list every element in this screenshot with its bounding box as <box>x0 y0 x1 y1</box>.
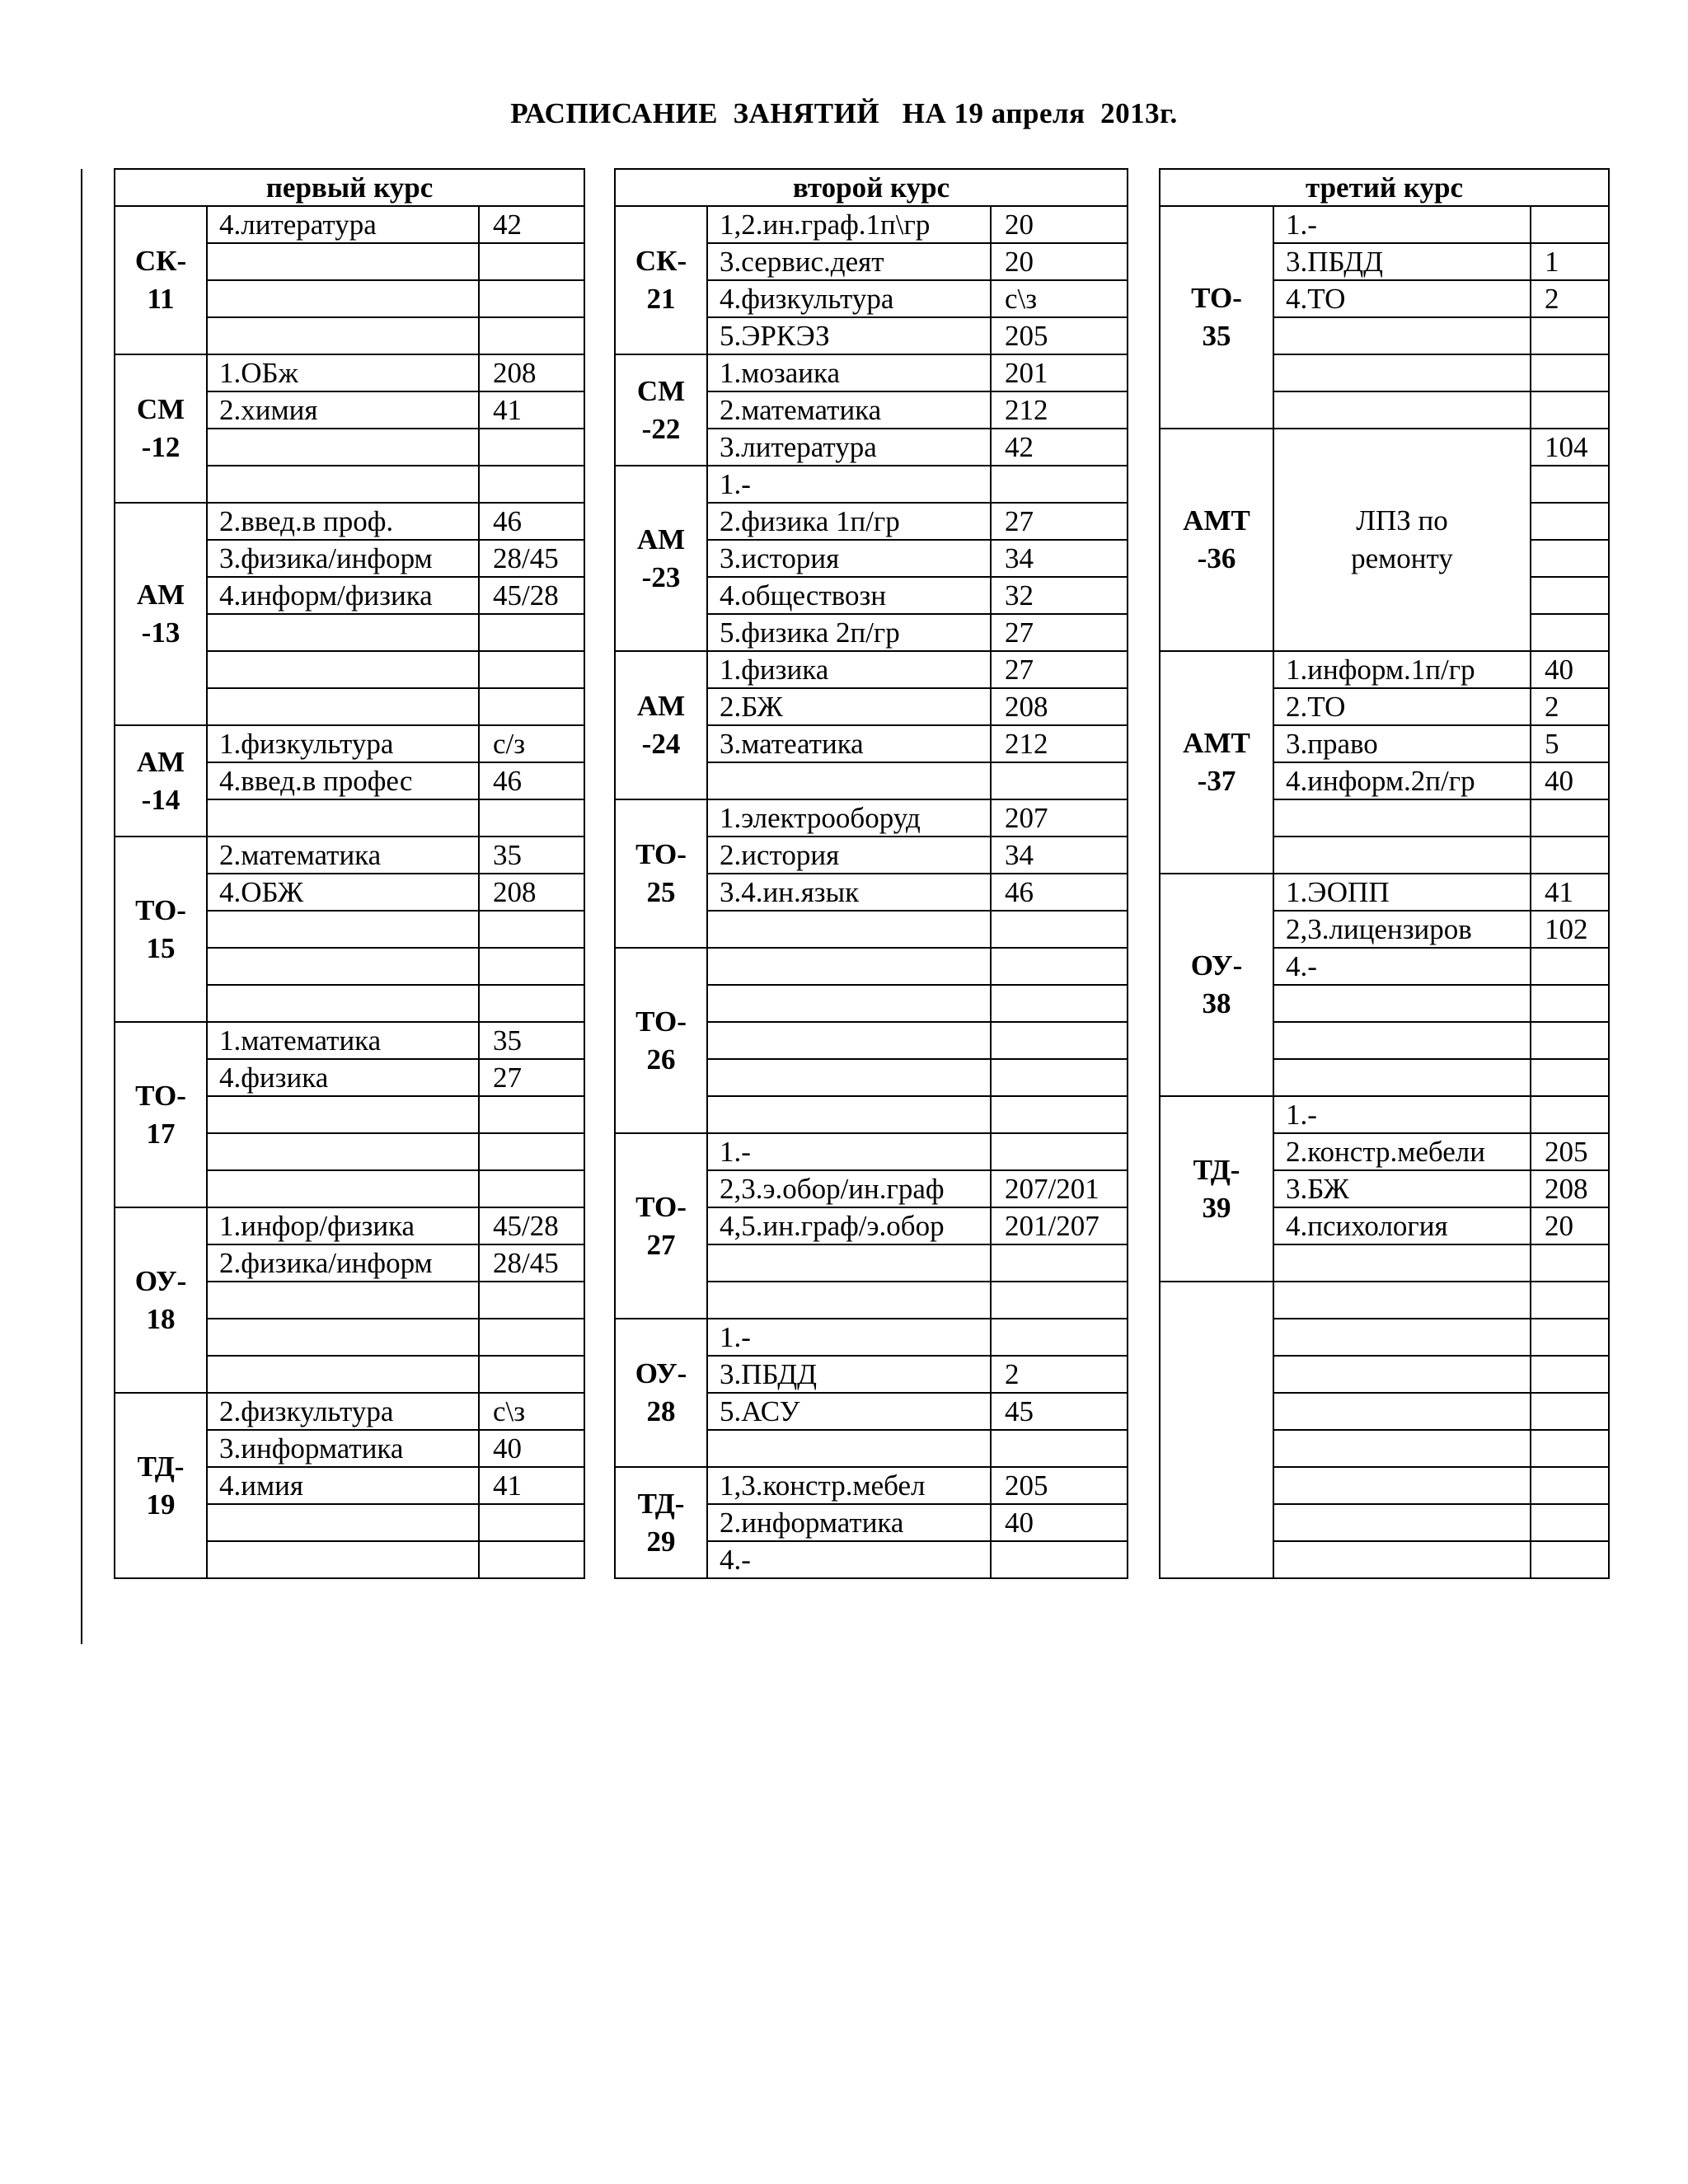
lesson-cell: 1.физкультура <box>207 725 479 762</box>
lesson-cell: 3.информатика <box>207 1430 479 1467</box>
room-cell <box>1531 1319 1609 1356</box>
lesson-cell: 1,2.ин.граф.1п\гр <box>707 206 991 243</box>
lesson-cell <box>707 985 991 1022</box>
lesson-cell: 3.матеатика <box>707 725 991 762</box>
group-name: ТО- 27 <box>615 1133 707 1319</box>
lesson-cell <box>707 948 991 985</box>
lesson-cell: 1,3.констр.мебел <box>707 1467 991 1504</box>
lesson-cell: 1.ОБж <box>207 354 479 391</box>
room-cell <box>1531 614 1609 651</box>
room-cell: 2 <box>1531 280 1609 317</box>
lesson-cell: 4.ОБЖ <box>207 874 479 911</box>
room-cell <box>1531 1059 1609 1096</box>
room-cell: 104 <box>1531 429 1609 466</box>
room-cell <box>991 1096 1128 1133</box>
lesson-cell: 1.ЭОПП <box>1273 874 1531 911</box>
room-cell: 20 <box>991 206 1128 243</box>
room-cell <box>479 243 584 280</box>
room-cell <box>991 948 1128 985</box>
room-cell <box>479 429 584 466</box>
group-name: ТО- 35 <box>1160 206 1273 429</box>
room-cell <box>479 317 584 354</box>
lesson-cell <box>207 1319 479 1356</box>
lesson-cell <box>207 651 479 688</box>
room-cell: 35 <box>479 837 584 874</box>
room-cell: 40 <box>479 1430 584 1467</box>
room-cell <box>991 1059 1128 1096</box>
group-name: ТО- 15 <box>115 837 207 1022</box>
room-cell <box>479 1541 584 1578</box>
lesson-cell <box>1273 1244 1531 1282</box>
room-cell: 42 <box>991 429 1128 466</box>
lesson-cell: 2.математика <box>207 837 479 874</box>
group-name: АМ -14 <box>115 725 207 837</box>
room-cell: 41 <box>1531 874 1609 911</box>
room-cell: 46 <box>479 762 584 799</box>
lesson-cell: 1.математика <box>207 1022 479 1059</box>
group-name: ОУ- 28 <box>615 1319 707 1467</box>
room-cell <box>1531 1541 1609 1578</box>
lesson-cell <box>1273 354 1531 391</box>
lesson-cell: 3.4.ин.язык <box>707 874 991 911</box>
room-cell <box>991 762 1128 799</box>
table-row <box>1160 429 1609 466</box>
room-cell: 27 <box>991 503 1128 540</box>
group-name: ТД- 39 <box>1160 1096 1273 1282</box>
lesson-cell <box>207 985 479 1022</box>
room-cell <box>479 911 584 948</box>
room-cell <box>1531 1356 1609 1393</box>
lesson-cell <box>1273 317 1531 354</box>
room-cell: 208 <box>991 688 1128 725</box>
room-cell: 212 <box>991 725 1128 762</box>
lesson-cell <box>207 1133 479 1170</box>
room-cell: 34 <box>991 540 1128 577</box>
lesson-cell <box>707 1244 991 1282</box>
table-row <box>615 206 1128 243</box>
lesson-cell: 1.мозаика <box>707 354 991 391</box>
schedule-table-course-1 <box>114 168 585 1579</box>
lesson-cell <box>1273 1393 1531 1430</box>
room-cell: 45/28 <box>479 1207 584 1244</box>
lesson-cell: 4.- <box>707 1541 991 1578</box>
lesson-cell: 4.физика <box>207 1059 479 1096</box>
room-cell <box>1531 317 1609 354</box>
room-cell <box>479 614 584 651</box>
room-cell: 42 <box>479 206 584 243</box>
room-cell <box>479 1096 584 1133</box>
table-row <box>115 354 584 391</box>
lesson-cell: 4.имия <box>207 1467 479 1504</box>
lesson-cell: 2.химия <box>207 391 479 429</box>
lesson-cell: 2.БЖ <box>707 688 991 725</box>
lesson-cell <box>707 1059 991 1096</box>
room-cell: 2 <box>991 1356 1128 1393</box>
lesson-cell: 5.ЭРКЭЗ <box>707 317 991 354</box>
group-name: СК- 21 <box>615 206 707 354</box>
group-name: ТО- 26 <box>615 948 707 1133</box>
lesson-cell <box>207 466 479 503</box>
lesson-cell <box>207 688 479 725</box>
margin-line <box>81 169 82 1644</box>
lesson-cell: 5.физика 2п/гр <box>707 614 991 651</box>
group-name: АМТ -37 <box>1160 651 1273 874</box>
lesson-cell <box>207 799 479 837</box>
room-cell <box>1531 206 1609 243</box>
table-row <box>615 1467 1128 1504</box>
lesson-cell: 4.физкультура <box>707 280 991 317</box>
lesson-cell: 2.введ.в проф. <box>207 503 479 540</box>
lesson-cell <box>1273 1022 1531 1059</box>
room-cell <box>479 1282 584 1319</box>
table-row <box>615 354 1128 391</box>
room-cell: 205 <box>991 1467 1128 1504</box>
table-row <box>615 1133 1128 1170</box>
lesson-cell: 3.литература <box>707 429 991 466</box>
group-name: АМ -23 <box>615 466 707 651</box>
lesson-cell: 1.- <box>707 1133 991 1170</box>
room-cell: 102 <box>1531 911 1609 948</box>
lesson-cell: 2.физика/информ <box>207 1244 479 1282</box>
room-cell <box>479 948 584 985</box>
group-name: АМ -13 <box>115 503 207 725</box>
room-cell: 27 <box>479 1059 584 1096</box>
group-name: АМТ -36 <box>1160 429 1273 651</box>
lesson-cell: 1.электрооборуд <box>707 799 991 837</box>
lesson-cell <box>1273 1467 1531 1504</box>
room-cell: с\з <box>479 1393 584 1430</box>
room-cell: 212 <box>991 391 1128 429</box>
room-cell <box>1531 1022 1609 1059</box>
lesson-cell: 3.сервис.деят <box>707 243 991 280</box>
lesson-cell <box>1273 391 1531 429</box>
lesson-cell: 1.физика <box>707 651 991 688</box>
lesson-cell <box>207 1096 479 1133</box>
table-row <box>115 1393 584 1430</box>
lesson-cell: 2.математика <box>707 391 991 429</box>
lesson-cell <box>707 1096 991 1133</box>
room-cell: 46 <box>479 503 584 540</box>
room-cell: 27 <box>991 651 1128 688</box>
room-cell <box>479 466 584 503</box>
room-cell: с\з <box>991 280 1128 317</box>
table-row <box>615 651 1128 688</box>
room-cell: 40 <box>991 1504 1128 1541</box>
room-cell <box>479 1133 584 1170</box>
room-cell <box>1531 354 1609 391</box>
lesson-cell <box>1273 1541 1531 1578</box>
room-cell <box>1531 466 1609 503</box>
lesson-cell: 5.АСУ <box>707 1393 991 1430</box>
table-row <box>115 503 584 540</box>
room-cell <box>1531 985 1609 1022</box>
table-row <box>1160 874 1609 911</box>
lesson-cell <box>207 1170 479 1207</box>
room-cell: с/з <box>479 725 584 762</box>
lesson-cell <box>207 948 479 985</box>
room-cell <box>1531 948 1609 985</box>
lesson-cell: 2.физика 1п/гр <box>707 503 991 540</box>
room-cell: 205 <box>991 317 1128 354</box>
table-row <box>615 948 1128 985</box>
table-row <box>1160 651 1609 688</box>
lesson-cell <box>1273 1319 1531 1356</box>
room-cell <box>1531 1504 1609 1541</box>
lesson-cell: 4.информ/физика <box>207 577 479 614</box>
room-cell: 32 <box>991 577 1128 614</box>
lesson-cell <box>207 1282 479 1319</box>
lesson-cell: 4.литература <box>207 206 479 243</box>
course-header: третий курс <box>1160 169 1609 206</box>
room-cell <box>479 651 584 688</box>
table-row <box>115 1022 584 1059</box>
lesson-cell: ЛПЗ по ремонту <box>1273 429 1531 651</box>
lesson-cell: 4.- <box>1273 948 1531 985</box>
room-cell <box>479 688 584 725</box>
room-cell: 45/28 <box>479 577 584 614</box>
room-cell <box>991 1541 1128 1578</box>
room-cell: 46 <box>991 874 1128 911</box>
group-name: ТД- 29 <box>615 1467 707 1578</box>
room-cell <box>479 1319 584 1356</box>
lesson-cell: 1.- <box>707 466 991 503</box>
lesson-cell <box>707 762 991 799</box>
room-cell <box>1531 391 1609 429</box>
lesson-cell <box>1273 1504 1531 1541</box>
room-cell <box>991 1430 1128 1467</box>
room-cell: 2 <box>1531 688 1609 725</box>
lesson-cell: 2.констр.мебели <box>1273 1133 1531 1170</box>
lesson-cell <box>707 1430 991 1467</box>
room-cell: 45 <box>991 1393 1128 1430</box>
lesson-cell: 2.физкультура <box>207 1393 479 1430</box>
group-name: ТО- 17 <box>115 1022 207 1207</box>
group-name: СМ -12 <box>115 354 207 503</box>
lesson-cell: 4.психология <box>1273 1207 1531 1244</box>
room-cell <box>1531 1393 1609 1430</box>
lesson-cell <box>207 1541 479 1578</box>
page-title: РАСПИСАНИЕ ЗАНЯТИЙ НА 19 апреля 2013г. <box>510 97 1178 129</box>
lesson-cell <box>1273 837 1531 874</box>
lesson-cell: 3.ПБДД <box>1273 243 1531 280</box>
lesson-cell <box>1273 985 1531 1022</box>
group-name: СМ -22 <box>615 354 707 466</box>
lesson-cell: 3.БЖ <box>1273 1170 1531 1207</box>
room-cell <box>479 280 584 317</box>
lesson-cell <box>707 911 991 948</box>
room-cell: 35 <box>479 1022 584 1059</box>
room-cell <box>991 1319 1128 1356</box>
lesson-cell <box>207 911 479 948</box>
lesson-cell: 2.информатика <box>707 1504 991 1541</box>
room-cell <box>991 1282 1128 1319</box>
lesson-cell <box>1273 1282 1531 1319</box>
room-cell <box>1531 1244 1609 1282</box>
lesson-cell <box>1273 799 1531 837</box>
room-cell <box>991 985 1128 1022</box>
lesson-cell: 1.- <box>707 1319 991 1356</box>
room-cell: 20 <box>1531 1207 1609 1244</box>
room-cell: 40 <box>1531 762 1609 799</box>
lesson-cell: 1.- <box>1273 206 1531 243</box>
room-cell: 201 <box>991 354 1128 391</box>
room-cell <box>479 985 584 1022</box>
lesson-cell: 1.инфор/физика <box>207 1207 479 1244</box>
table-row <box>615 466 1128 503</box>
lesson-cell <box>1273 1430 1531 1467</box>
group-name: АМ -24 <box>615 651 707 799</box>
table-row <box>115 725 584 762</box>
lesson-cell: 4,5.ин.граф/э.обор <box>707 1207 991 1244</box>
lesson-cell <box>207 614 479 651</box>
lesson-cell <box>207 429 479 466</box>
room-cell: 28/45 <box>479 1244 584 1282</box>
lesson-cell: 2.история <box>707 837 991 874</box>
table-row <box>615 799 1128 837</box>
lesson-cell: 4.ТО <box>1273 280 1531 317</box>
room-cell: 20 <box>991 243 1128 280</box>
lesson-cell <box>207 280 479 317</box>
lesson-cell: 2,3.э.обор/ин.граф <box>707 1170 991 1207</box>
table-row <box>1160 206 1609 243</box>
room-cell: 34 <box>991 837 1128 874</box>
room-cell <box>1531 837 1609 874</box>
room-cell: 1 <box>1531 243 1609 280</box>
room-cell: 41 <box>479 1467 584 1504</box>
group-name: ОУ- 18 <box>115 1207 207 1393</box>
room-cell: 41 <box>479 391 584 429</box>
room-cell <box>991 1244 1128 1282</box>
lesson-cell: 1.информ.1п/гр <box>1273 651 1531 688</box>
lesson-cell: 3.история <box>707 540 991 577</box>
group-name: ОУ- 38 <box>1160 874 1273 1096</box>
lesson-cell: 1.- <box>1273 1096 1531 1133</box>
room-cell: 40 <box>1531 651 1609 688</box>
lesson-cell: 3.физика/информ <box>207 540 479 577</box>
room-cell <box>1531 1096 1609 1133</box>
lesson-cell <box>1273 1356 1531 1393</box>
room-cell <box>991 1133 1128 1170</box>
lesson-cell <box>207 1504 479 1541</box>
room-cell <box>991 1022 1128 1059</box>
room-cell: 28/45 <box>479 540 584 577</box>
room-cell: 201/207 <box>991 1207 1128 1244</box>
course-header: первый курс <box>115 169 584 206</box>
room-cell <box>1531 799 1609 837</box>
lesson-cell: 4.обществозн <box>707 577 991 614</box>
group-name: СК- 11 <box>115 206 207 354</box>
lesson-cell <box>207 1356 479 1393</box>
room-cell: 208 <box>479 354 584 391</box>
table-row <box>1160 1096 1609 1133</box>
room-cell: 208 <box>479 874 584 911</box>
room-cell <box>1531 540 1609 577</box>
table-row <box>115 206 584 243</box>
lesson-cell <box>1273 1059 1531 1096</box>
lesson-cell: 2,3.лицензиров <box>1273 911 1531 948</box>
room-cell <box>479 799 584 837</box>
room-cell <box>479 1170 584 1207</box>
group-name: ТД- 19 <box>115 1393 207 1578</box>
room-cell <box>1531 503 1609 540</box>
room-cell: 207/201 <box>991 1170 1128 1207</box>
schedule-table-course-3 <box>1159 168 1610 1579</box>
table-row <box>115 837 584 874</box>
schedule-table-course-2 <box>614 168 1128 1579</box>
table-row <box>615 1319 1128 1356</box>
table-row <box>1160 1282 1609 1319</box>
room-cell <box>991 466 1128 503</box>
room-cell <box>1531 1467 1609 1504</box>
room-cell: 208 <box>1531 1170 1609 1207</box>
course-header: второй курс <box>615 169 1128 206</box>
lesson-cell <box>707 1022 991 1059</box>
room-cell <box>479 1504 584 1541</box>
room-cell <box>479 1356 584 1393</box>
room-cell <box>991 911 1128 948</box>
lesson-cell: 3.ПБДД <box>707 1356 991 1393</box>
lesson-cell: 3.право <box>1273 725 1531 762</box>
lesson-cell <box>207 317 479 354</box>
room-cell: 207 <box>991 799 1128 837</box>
room-cell: 5 <box>1531 725 1609 762</box>
lesson-cell <box>207 243 479 280</box>
room-cell: 205 <box>1531 1133 1609 1170</box>
room-cell <box>1531 1282 1609 1319</box>
group-name <box>1160 1282 1273 1578</box>
table-row <box>115 1207 584 1244</box>
group-name: ТО- 25 <box>615 799 707 948</box>
room-cell <box>1531 1430 1609 1467</box>
lesson-cell <box>707 1282 991 1319</box>
room-cell: 27 <box>991 614 1128 651</box>
room-cell <box>1531 577 1609 614</box>
lesson-cell: 4.введ.в профес <box>207 762 479 799</box>
lesson-cell: 4.информ.2п/гр <box>1273 762 1531 799</box>
lesson-cell: 2.ТО <box>1273 688 1531 725</box>
